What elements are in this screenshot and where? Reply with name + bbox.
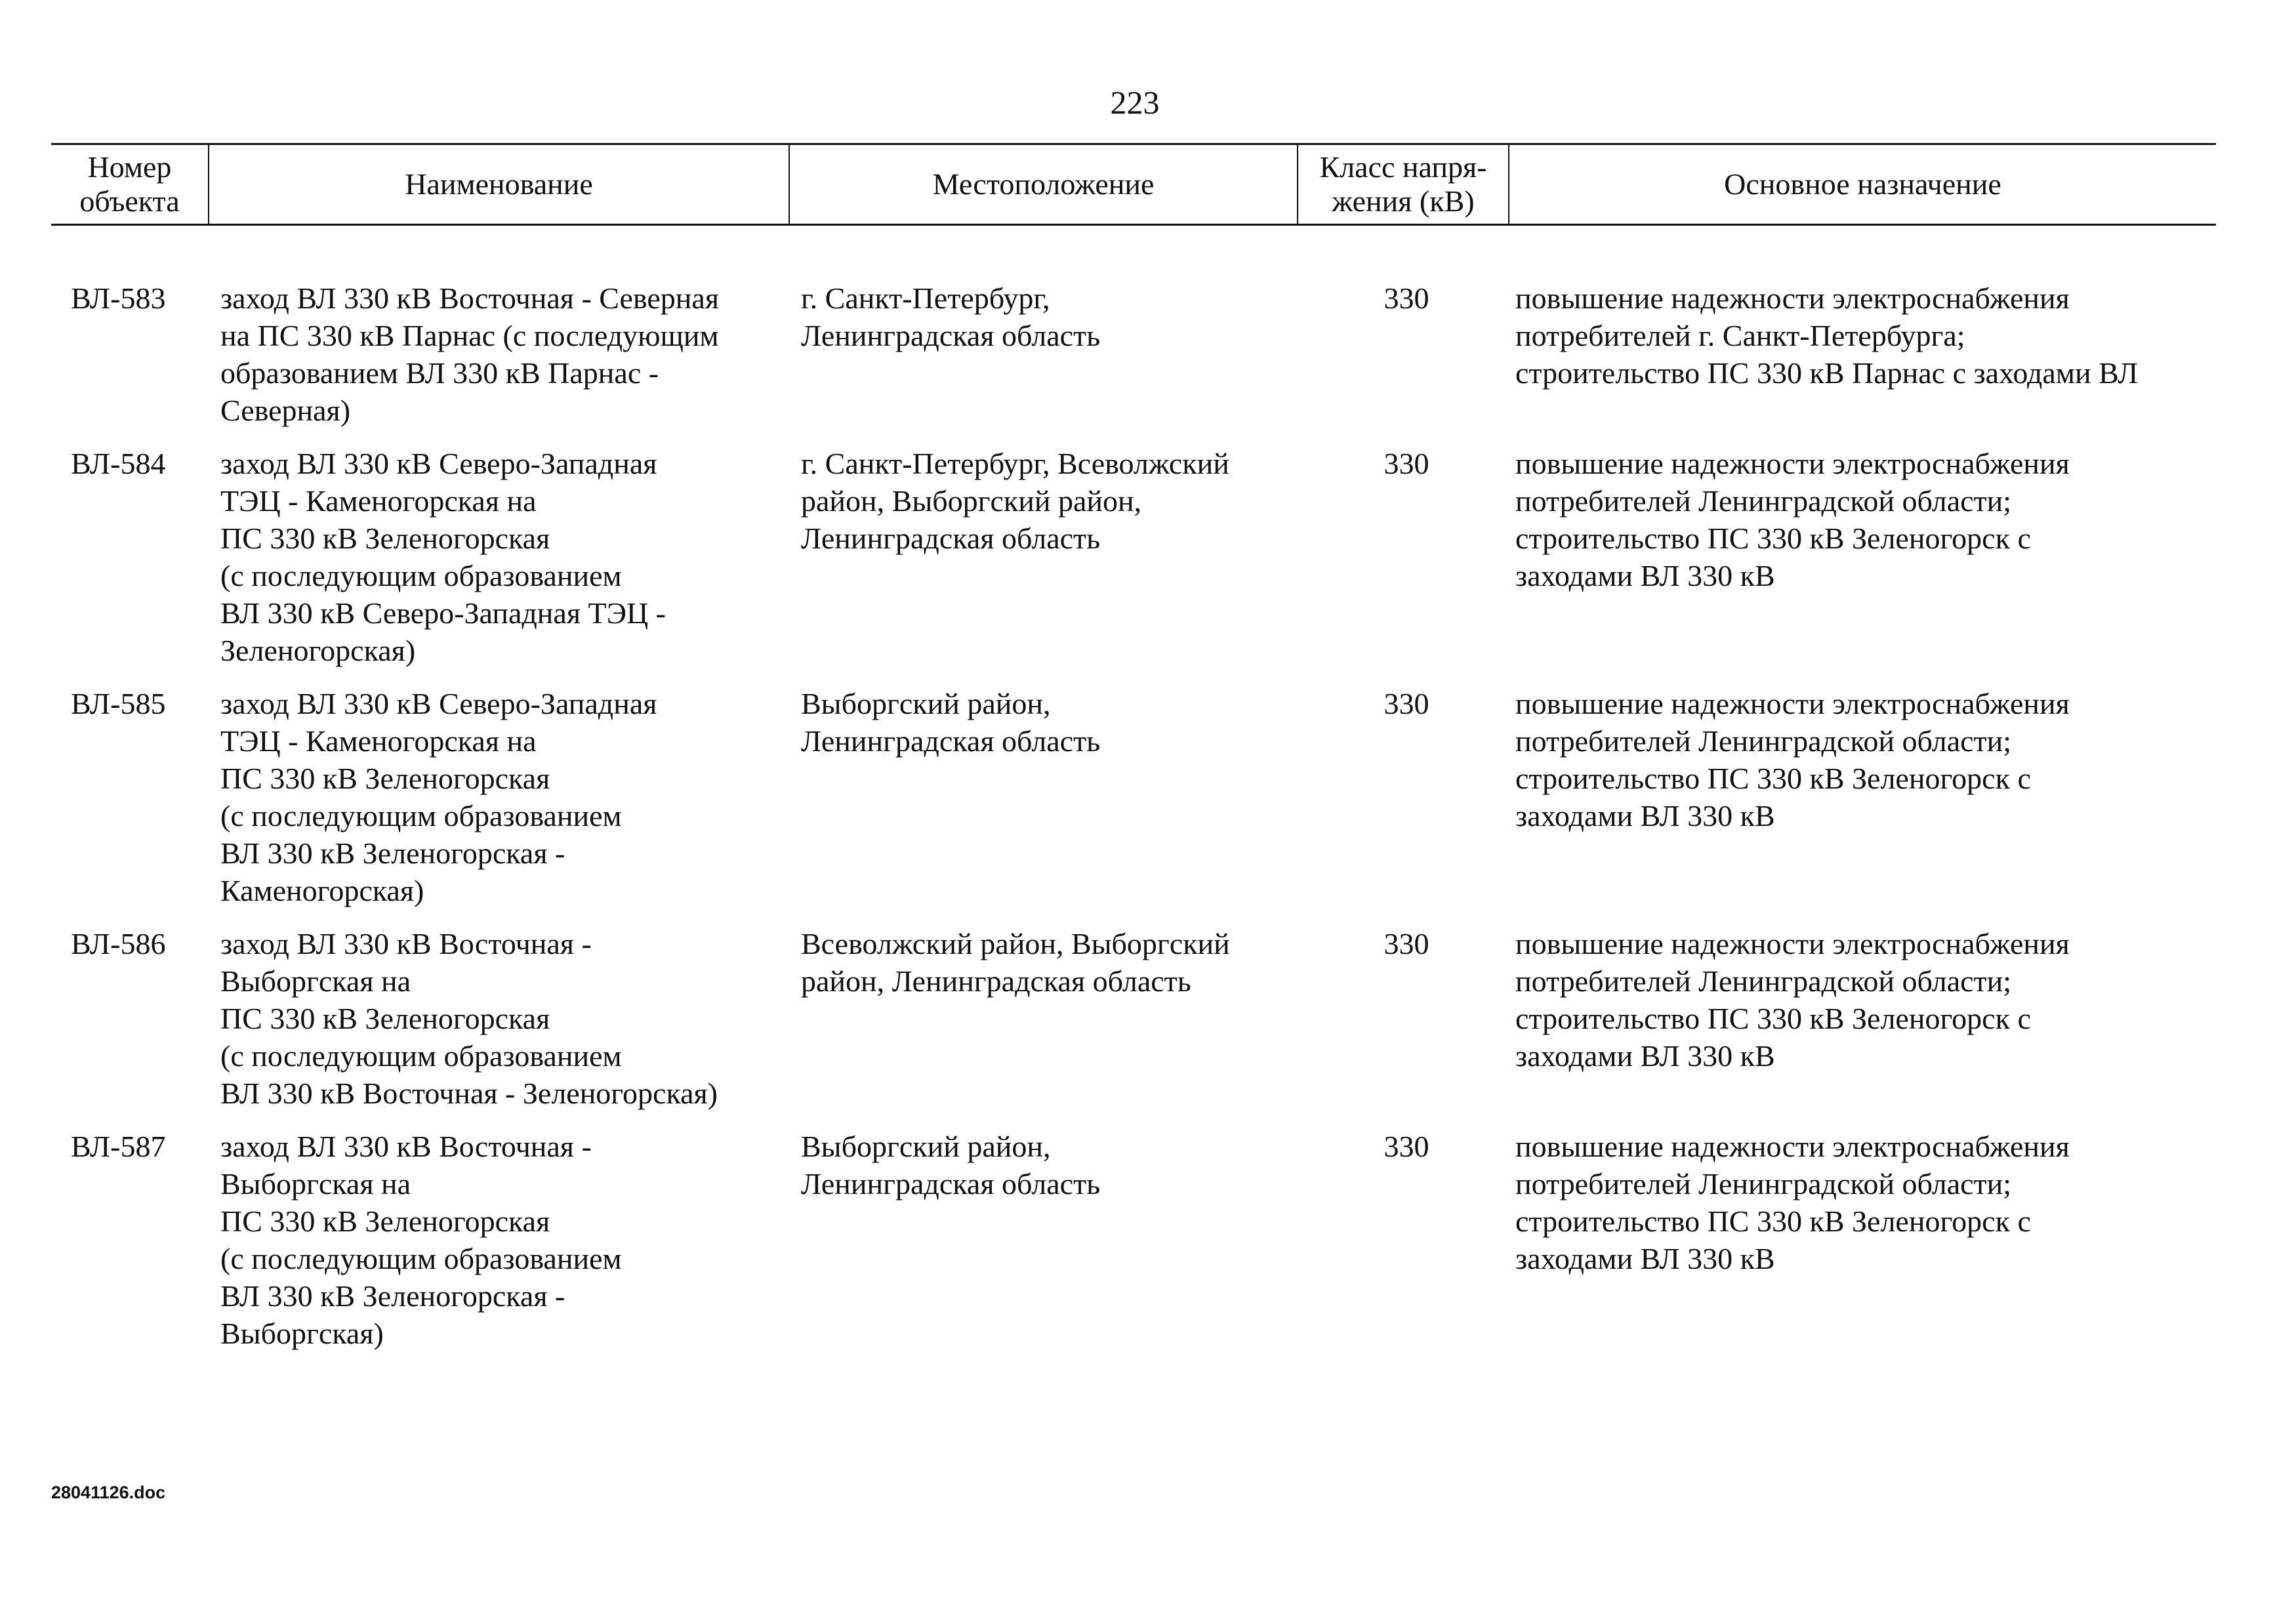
table-body	[51, 225, 2216, 1368]
page-number: 223	[1110, 84, 1160, 121]
object-number-cell: ВЛ-585	[71, 687, 166, 720]
purpose-cell	[1509, 1128, 2216, 1368]
location-line: г. Санкт-Петербург, Всеволжский	[801, 447, 1229, 480]
table-row	[51, 925, 2216, 1128]
table-row	[51, 445, 2216, 685]
name-line: образованием ВЛ 330 кВ Парнас -	[220, 356, 659, 390]
name-cell	[209, 685, 789, 925]
purpose-line: заходами ВЛ 330 кВ	[1515, 1242, 1775, 1275]
name-line: ТЭЦ - Каменогорская на	[220, 484, 537, 518]
purpose-cell	[1509, 225, 2216, 445]
header-object-number-line-2: объекта	[79, 184, 180, 218]
object-number-cell: ВЛ-586	[71, 927, 166, 960]
footer-filename: 28041126.doc	[51, 1483, 166, 1502]
name-line: ВЛ 330 кВ Зеленогорская -	[220, 836, 565, 870]
name-line: Выборгская на	[220, 964, 411, 998]
purpose-cell	[1509, 685, 2216, 925]
name-line: заход ВЛ 330 кВ Северо-Западная	[220, 447, 657, 480]
voltage-cell: 330	[1384, 447, 1429, 480]
objects-table	[51, 143, 2216, 1368]
name-line: ВЛ 330 кВ Зеленогорская -	[220, 1279, 565, 1313]
header-name: Наименование	[209, 144, 789, 225]
location-cell	[789, 925, 1298, 1128]
name-line: заход ВЛ 330 кВ Северо-Западная	[220, 687, 657, 720]
header-location: Местоположение	[789, 144, 1298, 225]
purpose-line: потребителей Ленинградской области;	[1515, 484, 2012, 518]
location-line: Ленинградская область	[801, 724, 1101, 758]
name-line: на ПС 330 кВ Парнас (с последующим	[220, 319, 719, 352]
purpose-line: строительство ПС 330 кВ Зеленогорск с	[1515, 1204, 2031, 1238]
purpose-line: строительство ПС 330 кВ Зеленогорск с	[1515, 522, 2031, 555]
purpose-line: заходами ВЛ 330 кВ	[1515, 1039, 1775, 1073]
table-row	[51, 1128, 2216, 1368]
name-line: ТЭЦ - Каменогорская на	[220, 724, 537, 758]
header-row	[51, 144, 2216, 225]
voltage-cell: 330	[1384, 927, 1429, 960]
purpose-line: потребителей Ленинградской области;	[1515, 964, 2012, 998]
header-object-number-line-1: Номер	[87, 150, 172, 184]
name-line: ВЛ 330 кВ Северо-Западная ТЭЦ -	[220, 596, 666, 630]
location-line: район, Выборгский район,	[801, 484, 1142, 518]
purpose-line: строительство ПС 330 кВ Зеленогорск с	[1515, 762, 2031, 795]
purpose-line: повышение надежности электроснабжения	[1515, 281, 2070, 315]
name-line: ПС 330 кВ Зеленогорская	[220, 1002, 550, 1035]
location-line: г. Санкт-Петербург,	[801, 281, 1050, 315]
purpose-line: строительство ПС 330 кВ Зеленогорск с	[1515, 1002, 2031, 1035]
location-line: Ленинградская область	[801, 522, 1101, 555]
name-line: Зеленогорская)	[220, 634, 416, 667]
location-line: район, Ленинградская область	[801, 964, 1191, 998]
location-cell	[789, 685, 1298, 925]
object-number-cell: ВЛ-583	[71, 281, 166, 315]
name-line: ПС 330 кВ Зеленогорская	[220, 1204, 550, 1238]
name-line: ПС 330 кВ Зеленогорская	[220, 522, 550, 555]
purpose-cell	[1509, 925, 2216, 1128]
purpose-line: повышение надежности электроснабжения	[1515, 447, 2070, 480]
location-line: Выборгский район,	[801, 1130, 1051, 1163]
voltage-cell: 330	[1384, 1130, 1429, 1163]
name-line: Каменогорская)	[220, 874, 424, 907]
name-line: (с последующим образованием	[220, 1039, 622, 1073]
header-voltage-class-line-1: Класс напря-	[1319, 150, 1487, 184]
purpose-line: строительство ПС 330 кВ Парнас с заходами ВЛ	[1515, 356, 2139, 390]
object-number-cell: ВЛ-584	[71, 447, 166, 480]
table-row	[51, 225, 2216, 445]
location-cell	[789, 225, 1298, 445]
name-line: заход ВЛ 330 кВ Восточная -	[220, 1130, 592, 1163]
header-purpose: Основное назначение	[1509, 144, 2216, 225]
name-line: Выборгская на	[220, 1167, 411, 1201]
name-line: Северная)	[220, 394, 351, 427]
table-row	[51, 685, 2216, 925]
location-line: Всеволжский район, Выборгский	[801, 927, 1230, 960]
location-cell	[789, 1128, 1298, 1368]
voltage-cell: 330	[1384, 281, 1429, 315]
location-cell	[789, 445, 1298, 685]
name-line: Выборгская)	[220, 1317, 384, 1350]
name-cell	[209, 225, 789, 445]
name-line: (с последующим образованием	[220, 1242, 622, 1275]
header-voltage-class-line-2: жения (кВ)	[1332, 184, 1475, 218]
name-cell	[209, 1128, 789, 1368]
name-line: (с последующим образованием	[220, 559, 622, 592]
header-voltage-class	[1298, 144, 1509, 225]
name-line: ВЛ 330 кВ Восточная - Зеленогорская)	[220, 1077, 718, 1110]
name-line: (с последующим образованием	[220, 799, 622, 832]
purpose-line: повышение надежности электроснабжения	[1515, 927, 2070, 960]
voltage-cell: 330	[1384, 687, 1429, 720]
header-object-number	[51, 144, 209, 225]
name-line: ПС 330 кВ Зеленогорская	[220, 762, 550, 795]
location-line: Ленинградская область	[801, 319, 1101, 352]
name-cell	[209, 925, 789, 1128]
purpose-line: повышение надежности электроснабжения	[1515, 1130, 2070, 1163]
name-cell	[209, 445, 789, 685]
location-line: Ленинградская область	[801, 1167, 1101, 1201]
purpose-line: потребителей г. Санкт-Петербурга;	[1515, 319, 1965, 352]
purpose-line: заходами ВЛ 330 кВ	[1515, 799, 1775, 832]
table-header	[51, 144, 2216, 225]
location-line: Выборгский район,	[801, 687, 1051, 720]
object-number-cell: ВЛ-587	[71, 1130, 166, 1163]
purpose-cell	[1509, 445, 2216, 685]
purpose-line: потребителей Ленинградской области;	[1515, 1167, 2012, 1201]
name-line: заход ВЛ 330 кВ Восточная -	[220, 927, 592, 960]
purpose-line: потребителей Ленинградской области;	[1515, 724, 2012, 758]
name-line: заход ВЛ 330 кВ Восточная - Северная	[220, 281, 719, 315]
purpose-line: повышение надежности электроснабжения	[1515, 687, 2070, 720]
purpose-line: заходами ВЛ 330 кВ	[1515, 559, 1775, 592]
